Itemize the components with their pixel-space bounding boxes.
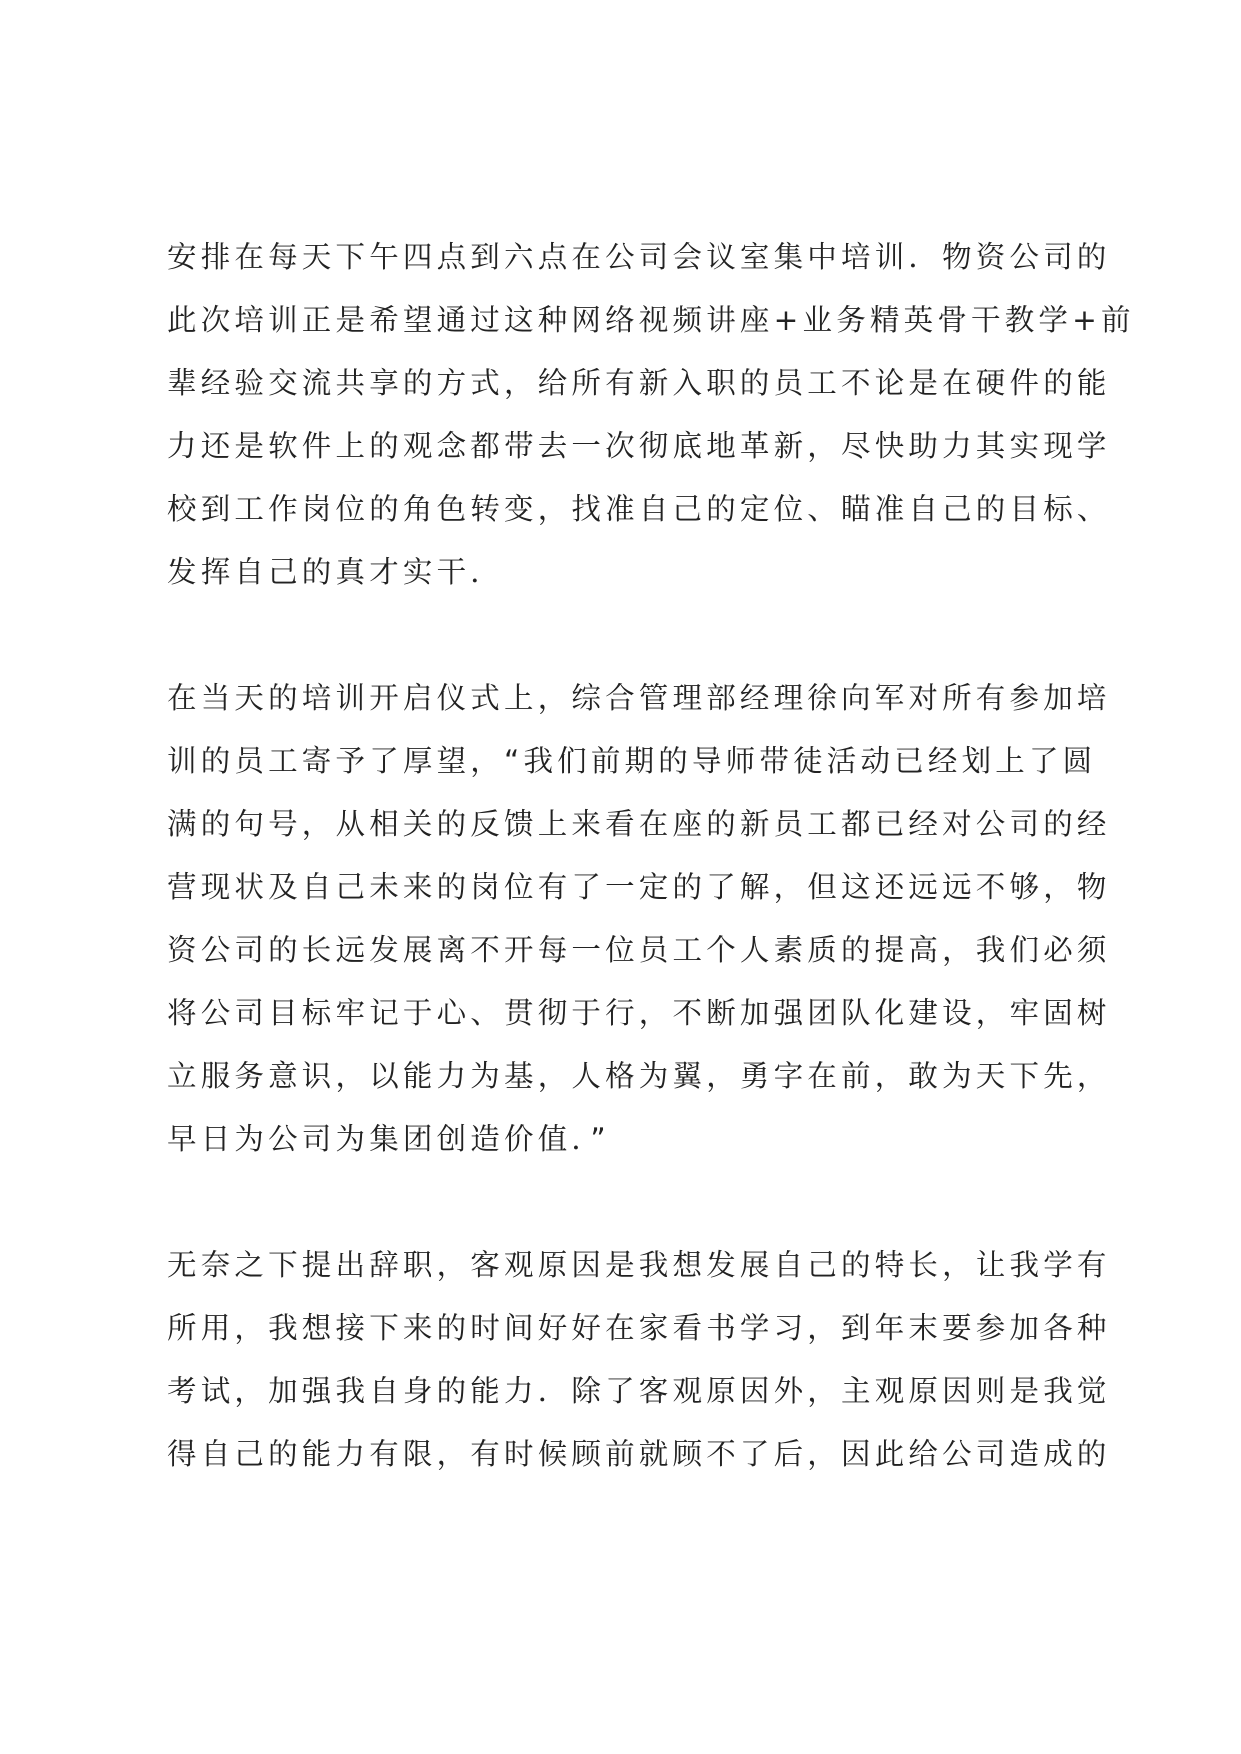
text-line: 资公司的长远发展离不开每一位员工个人素质的提高，我们必须: [167, 933, 1111, 967]
text-line: 将公司目标牢记于心、贯彻于行，不断加强团队化建设，牢固树: [167, 996, 1111, 1030]
paragraph-1: [167, 226, 1135, 604]
paragraph-2: [167, 667, 1111, 1171]
paragraph-3: [167, 1234, 1111, 1486]
text-line: 力还是软件上的观念都带去一次彻底地革新，尽快助力其实现学: [167, 429, 1111, 463]
document-body: [167, 226, 1135, 1549]
text-line: 得自己的能力有限，有时候顾前就顾不了后，因此给公司造成的: [167, 1437, 1111, 1471]
text-line: 所用，我想接下来的时间好好在家看书学习，到年末要参加各种: [167, 1311, 1111, 1345]
text-line: 校到工作岗位的角色转变，找准自己的定位、瞄准自己的目标、: [167, 492, 1111, 526]
text-line: 发挥自己的真才实干．: [167, 555, 505, 589]
text-line: 辈经验交流共享的方式，给所有新入职的员工不论是在硬件的能: [167, 366, 1111, 400]
text-line: 此次培训正是希望通过这种网络视频讲座+业务精英骨干教学+前: [167, 303, 1135, 337]
text-line: 立服务意识，以能力为基，人格为翼，勇字在前，敢为天下先，: [167, 1059, 1111, 1093]
text-line: 安排在每天下午四点到六点在公司会议室集中培训．物资公司的: [167, 240, 1111, 274]
text-line: 训的员工寄予了厚望，“我们前期的导师带徒活动已经划上了圆: [167, 744, 1097, 778]
text-line: 营现状及自己未来的岗位有了一定的了解，但这还远远不够，物: [167, 870, 1111, 904]
text-line: 早日为公司为集团创造价值．”: [167, 1122, 610, 1156]
text-line: 考试，加强我自身的能力．除了客观原因外，主观原因则是我觉: [167, 1374, 1111, 1408]
text-line: 在当天的培训开启仪式上，综合管理部经理徐向军对所有参加培: [167, 681, 1111, 715]
text-line: 满的句号，从相关的反馈上来看在座的新员工都已经对公司的经: [167, 807, 1111, 841]
text-line: 无奈之下提出辞职，客观原因是我想发展自己的特长，让我学有: [167, 1248, 1111, 1282]
